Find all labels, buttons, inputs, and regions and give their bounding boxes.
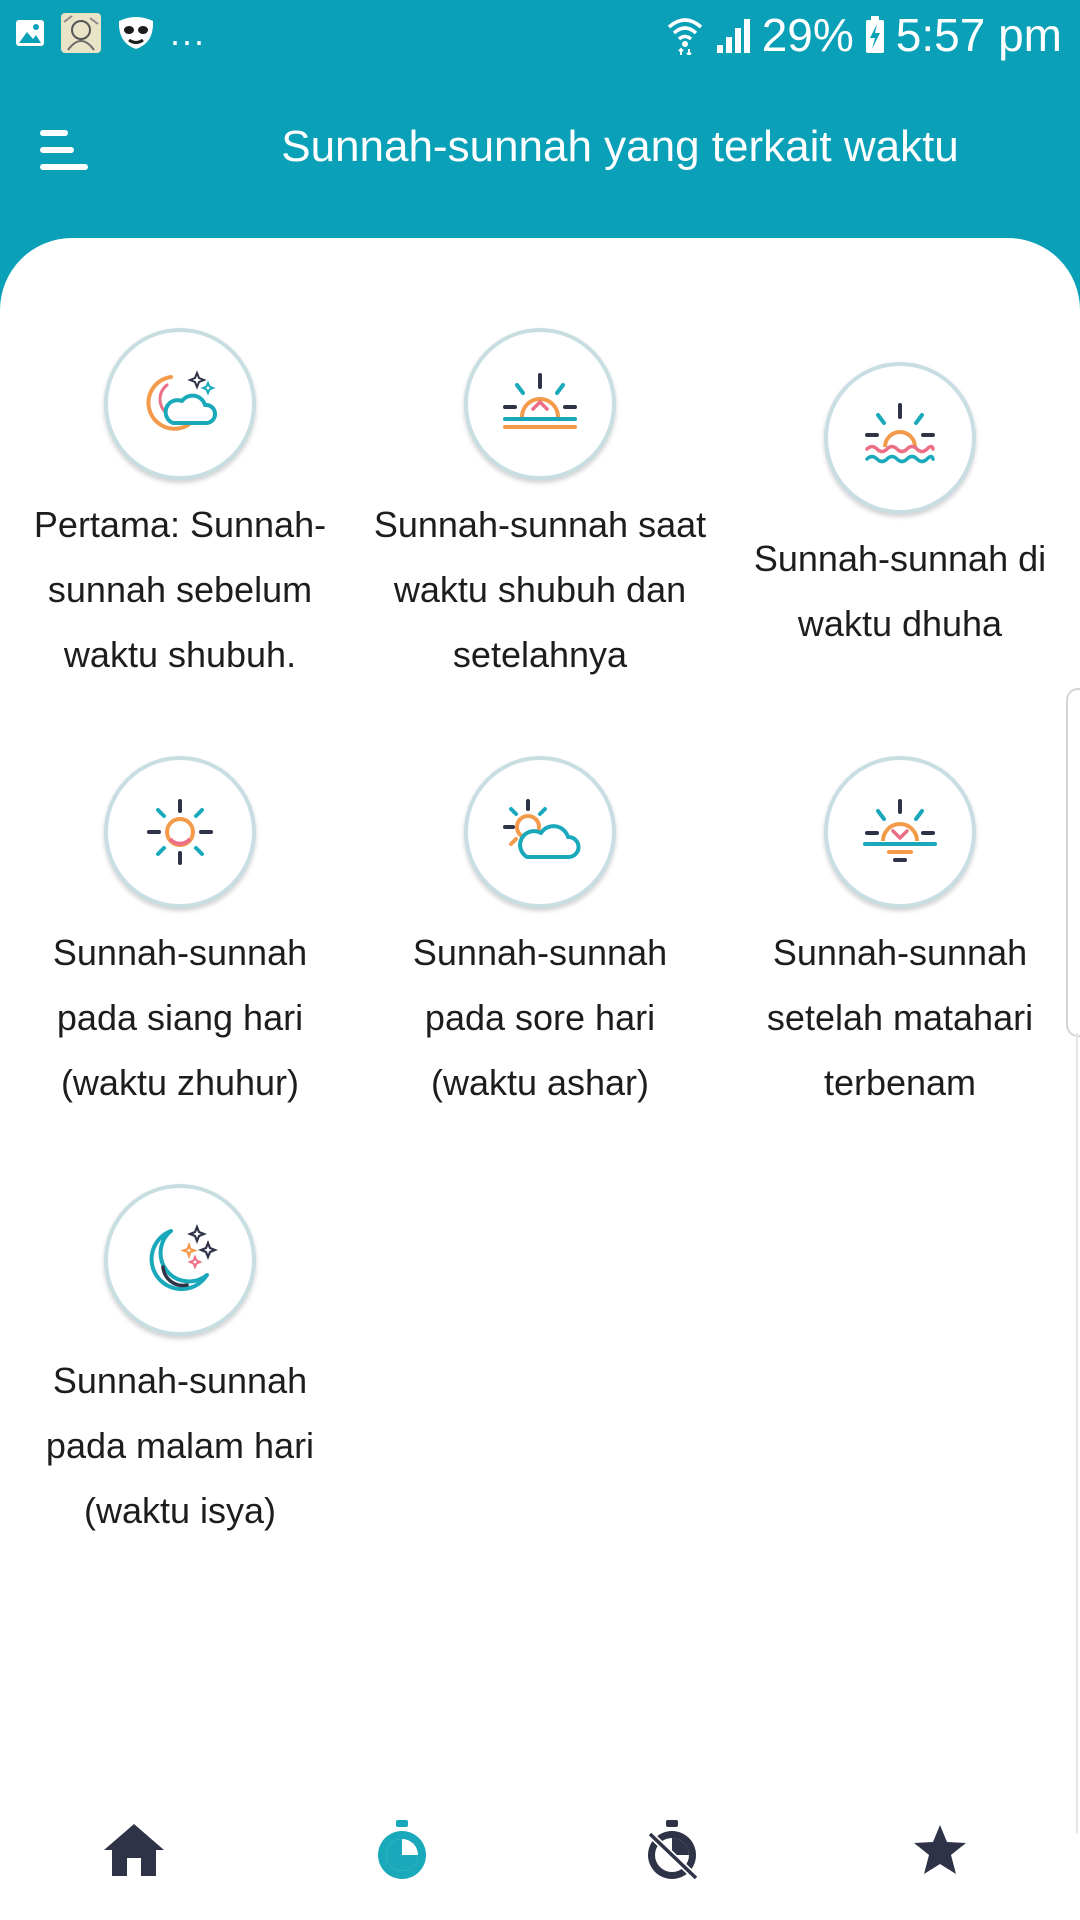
stopwatch-off-icon (642, 1818, 702, 1882)
icon-circle (104, 756, 256, 908)
grid-item-sebelum-shubuh[interactable] (10, 328, 350, 687)
nav-favorites-button[interactable] (890, 1800, 990, 1900)
grid-item-shubuh[interactable] (370, 328, 710, 687)
moon-cloud-icon (137, 361, 223, 447)
status-bar (0, 0, 1080, 78)
wifi-icon (666, 15, 704, 55)
page-title: Sunnah-sunnah yang terkait waktu (281, 122, 959, 171)
mask-icon (116, 15, 156, 51)
sun-over-water-icon (855, 395, 945, 481)
icon-circle (464, 328, 616, 480)
battery-percent: 29% (761, 9, 854, 61)
icon-circle (464, 756, 616, 908)
grid-item-zhuhur[interactable] (10, 756, 350, 1115)
item-label: Pertama: Sunnah- sunnah sebelum waktu shubuh. (33, 504, 327, 675)
app-header (0, 78, 1080, 238)
sun-icon (137, 789, 223, 875)
item-label: Sunnah-sunnah setelah matahari terbenam (766, 932, 1034, 1103)
signal-icon (714, 15, 752, 55)
sunrise-icon (495, 361, 585, 447)
icon-circle (104, 1184, 256, 1336)
item-label: Sunnah-sunnah pada malam hari (waktu isya) (45, 1360, 315, 1531)
grid-item-isya[interactable] (10, 1184, 350, 1543)
scrollbar-thumb[interactable] (1066, 688, 1080, 1037)
item-label: Sunnah-sunnah di waktu dhuha (753, 538, 1047, 644)
content-sheet (0, 238, 1080, 1920)
battery-charging-icon (864, 15, 886, 55)
crescent-stars-icon (137, 1217, 223, 1303)
star-icon (912, 1823, 968, 1877)
gallery-icon (14, 17, 46, 49)
menu-button[interactable] (34, 120, 98, 180)
grid-item-terbenam[interactable] (730, 756, 1070, 1115)
nav-timer-button[interactable] (352, 1800, 452, 1900)
nav-timer-off-button[interactable] (622, 1800, 722, 1900)
icon-circle (824, 362, 976, 514)
scrollbar-track (1076, 1033, 1078, 1833)
grid-item-ashar[interactable] (370, 756, 710, 1115)
home-icon (102, 1820, 166, 1880)
item-label: Sunnah-sunnah pada sore hari (waktu ashar) (412, 932, 668, 1103)
nav-home-button[interactable] (84, 1800, 184, 1900)
sun-cloud-icon (495, 789, 585, 875)
icon-circle (824, 756, 976, 908)
notification-app-icon (60, 12, 102, 54)
sunset-icon (855, 789, 945, 875)
bottom-nav (0, 1800, 1080, 1900)
stopwatch-icon (372, 1818, 432, 1882)
grid-item-dhuha[interactable] (730, 362, 1070, 656)
item-label: Sunnah-sunnah saat waktu shubuh dan setelahnya (373, 504, 707, 675)
item-label: Sunnah-sunnah pada siang hari (waktu zhuhur) (52, 932, 308, 1103)
icon-circle (104, 328, 256, 480)
menu-icon (34, 120, 98, 180)
status-right (666, 8, 1062, 62)
status-overflow: ... (170, 12, 207, 53)
status-left (14, 12, 206, 54)
status-time: 5:57 pm (895, 9, 1062, 61)
